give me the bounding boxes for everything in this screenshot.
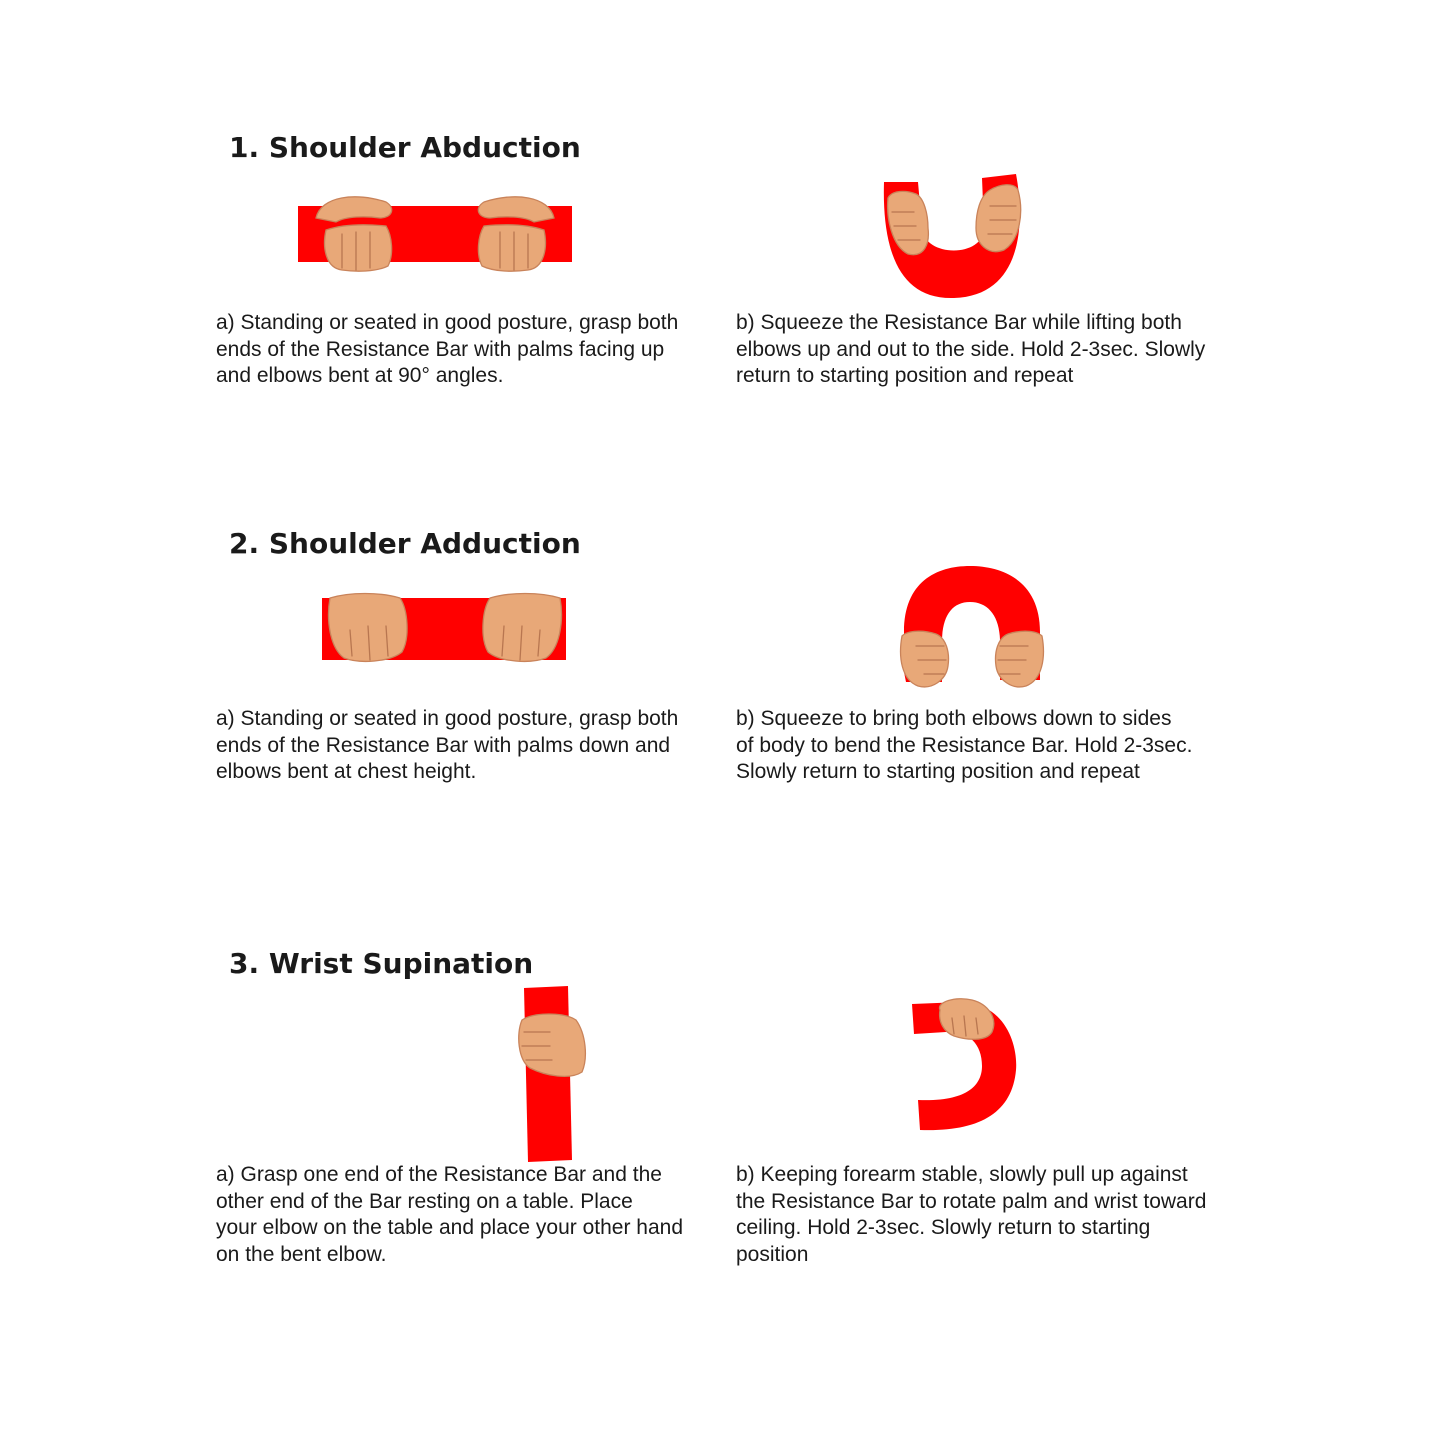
c-bent-bar-icon [906, 996, 1026, 1136]
vertical-bar-icon [516, 984, 588, 1164]
straight-bar-palms-down-icon [320, 590, 570, 670]
exercise-2-step-b: b) Squeeze to bring both elbows down to sides of body to bend the Resistance Bar. Hold 2-3sec. Slowly return to starting position and repeat [736, 707, 1193, 783]
exercise-1-title: 1. Shoulder Abduction [229, 131, 581, 164]
exercise-2-title: 2. Shoulder Adduction [229, 527, 581, 560]
exercise-3-title: 3. Wrist Supination [229, 947, 534, 980]
exercise-3-step-a: a) Grasp one end of the Resistance Bar and the other end of the Bar resting on a table. Place your elbow on the table and place your other hand on the bent elbow. [216, 1163, 683, 1266]
exercise-1-step-b: b) Squeeze the Resistance Bar while lifting both elbows up and out to the side. Hold 2-3sec. Slowly return to starting position and repeat [736, 311, 1206, 387]
exercise-1-step-a: a) Standing or seated in good posture, grasp both ends of the Resistance Bar with palms facing up and elbows bent at 90° angles. [216, 311, 679, 387]
straight-bar-palms-up-icon [296, 188, 576, 278]
exercise-2-step-a: a) Standing or seated in good posture, grasp both ends of the Resistance Bar with palms down and elbows bent at chest height. [216, 707, 679, 783]
exercise-3-step-b: b) Keeping forearm stable, slowly pull up against the Resistance Bar to rotate palm and wrist toward ceiling. Hold 2-3sec. Slowly return to starting position [736, 1163, 1207, 1266]
u-bent-bar-icon [878, 168, 1028, 303]
arch-bent-bar-icon [896, 562, 1048, 694]
